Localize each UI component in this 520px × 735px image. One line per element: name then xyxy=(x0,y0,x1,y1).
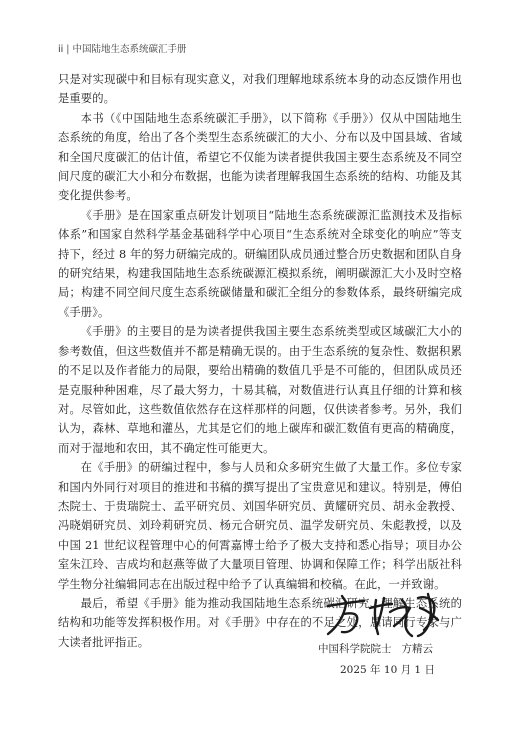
preface-body xyxy=(58,70,462,652)
paragraph-purpose: 《手册》的主要目的是为读者提供我国主要生态系统类型或区域碳汇大小的参考数值，但这些数值并不都是精确无误的。由于生态系统的复杂性、数据积累的不足以及作者能力的局限，要给出精确的数值几乎是不可能的，但团队成员还是克服种种困难，尽了最大努力，十易其稿，对数值进行认真且仔细的计算和核对。尽管如此，这些数值依然存在这样那样的问题，仅供读者参考。另外，我们认为，森林、草地和灌丛，尤其是它们的地上碳库和碳汇数值有更高的精确度，而对于湿地和农田，其不确定性可能更大。 xyxy=(58,325,462,455)
paragraph-closing: 最后，希望《手册》能为推动我国陆地生态系统碳汇研究、理解生态系统的结构和功能等发挥积极作用。对《手册》中存在的不足之处，恳请同行专家与广大读者批评指正。 xyxy=(58,596,462,649)
paragraph-book-intro: 本书（《中国陆地生态系统碳汇手册》，以下简称《手册》）仅从中国陆地生态系统的角度，给出了各个类型生态系统碳汇的大小、分布以及中国县域、省域和全国尺度碳汇的估计值，希望它不仅能为读者提供我国主要生态系统及不同空间尺度的碳汇大小和分布数据，也能为读者理解我国生态系统的结构、功能及其变化提供参考。 xyxy=(58,111,462,203)
paragraph-acknowledgements: 在《手册》的研编过程中，参与人员和众多研究生做了大量工作。多位专家和国内外同行对项目的推进和书稿的撰写提出了宝贵意见和建议。特别是，傅伯杰院士、于贵瑞院士、孟平研究员、刘国华研究员、黄耀研究员、胡永金教授、冯晓娟研究员、刘玲莉研究员、杨元合研究员、温学发研究员、朱彪教授，以及中国 21 世纪议程管理中心的何霄嘉博士给予了极大支持和悉心指导；项目办公室朱江玲、吉成均和赵燕等做了大量项目管理、协调和保障工作；科学出版社科学生物分社编辑同志在出版过程中给予了认真编辑和校稿。在此，一并致谢。 xyxy=(58,461,462,591)
handwritten-signature xyxy=(320,590,450,640)
running-header xyxy=(58,41,187,55)
signer-affiliation: 中国科学院院士 xyxy=(318,643,392,655)
page-number: ii xyxy=(58,44,64,55)
paragraph-continued: 只是对实现碳中和目标有现实意义，对我们理解地球系统本身的动态反馈作用也是重要的。 xyxy=(58,73,462,106)
signature-block xyxy=(318,641,468,656)
signer-name: 方精云 xyxy=(401,643,433,655)
book-title: 中国陆地生态系统碳汇手册 xyxy=(72,44,187,55)
paragraph-funding: 《手册》是在国家重点研发计划项目“陆地生态系统碳源汇监测技术及指标体系”和国家自然科学基金基础科学中心项目“生态系统对全球变化的响应”等支持下，经过 8 年的努力研编完成的。研编团队成员通过整合历史数据和团队自身的研究结果，构建我国陆地生态系统碳源汇模拟系统，阐明碳源汇大小及时空格局；构建不同空间尺度生态系统碳储量和碳汇全组分的参数体系，最终研编完成《手册》。 xyxy=(58,208,462,319)
signature-date: 2025 年 10 月 1 日 xyxy=(340,664,435,676)
header-separator: | xyxy=(66,44,70,55)
